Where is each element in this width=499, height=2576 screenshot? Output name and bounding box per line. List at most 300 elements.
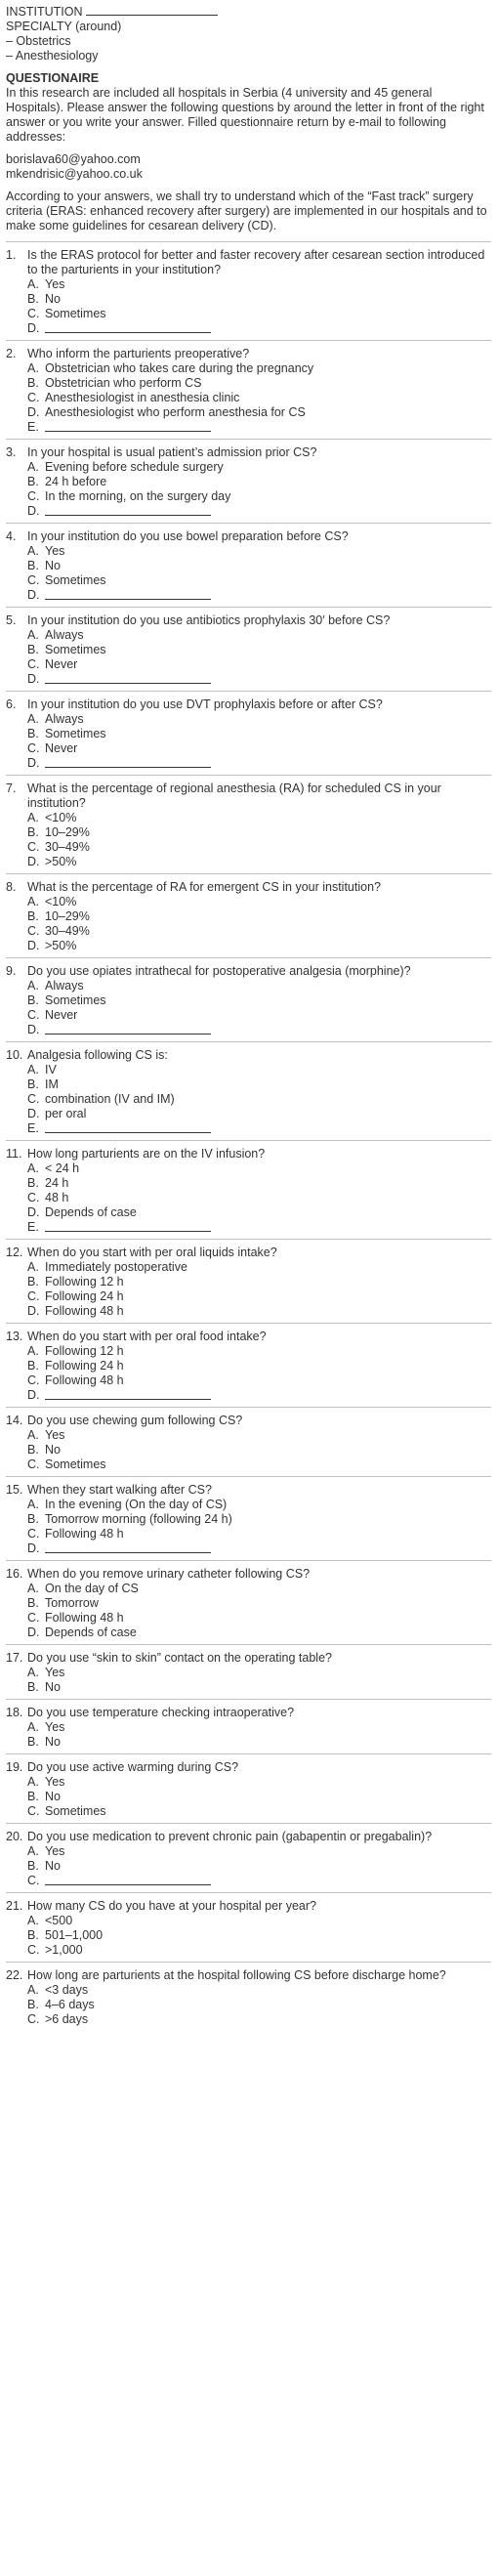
option-letter: C. bbox=[27, 1943, 40, 1957]
option-letter: D. bbox=[27, 405, 40, 419]
answer-option[interactable] bbox=[6, 979, 491, 993]
option-text: 30–49% bbox=[45, 924, 90, 938]
question-number: 16. bbox=[6, 1567, 23, 1581]
answer-option[interactable] bbox=[6, 1220, 491, 1235]
option-letter: D. bbox=[27, 1023, 40, 1036]
write-in-blank[interactable] bbox=[45, 1220, 211, 1232]
answer-option[interactable] bbox=[6, 727, 491, 741]
option-letter: C. bbox=[27, 1092, 40, 1106]
question-text: Do you use chewing gum following CS? bbox=[27, 1414, 243, 1427]
option-letter: A. bbox=[27, 277, 39, 291]
option-text: Depends of case bbox=[45, 1626, 137, 1639]
answer-option[interactable] bbox=[6, 292, 491, 307]
option-letter: D. bbox=[27, 756, 40, 770]
header-block bbox=[6, 4, 491, 63]
answer-option[interactable] bbox=[6, 811, 491, 825]
answer-option[interactable] bbox=[6, 1008, 491, 1023]
answer-option[interactable] bbox=[6, 855, 491, 869]
answer-options bbox=[6, 1720, 491, 1750]
answer-option[interactable] bbox=[6, 588, 491, 603]
option-text: In the morning, on the surgery day bbox=[45, 489, 231, 503]
write-in-blank[interactable] bbox=[45, 756, 211, 768]
option-letter: B. bbox=[27, 1928, 39, 1942]
option-letter: C. bbox=[27, 1373, 40, 1387]
answer-option[interactable] bbox=[6, 1275, 491, 1289]
option-text: Never bbox=[45, 1008, 78, 1022]
option-text: Sometimes bbox=[45, 1804, 106, 1818]
question-number: 2. bbox=[6, 347, 17, 360]
question-section bbox=[6, 957, 491, 1041]
answer-option[interactable] bbox=[6, 1914, 491, 1928]
option-letter: B. bbox=[27, 292, 39, 306]
option-text: In the evening (On the day of CS) bbox=[45, 1498, 228, 1511]
question-section bbox=[6, 1323, 491, 1407]
option-letter: D. bbox=[27, 939, 40, 952]
option-letter: A. bbox=[27, 1720, 39, 1734]
question-section bbox=[6, 1476, 491, 1560]
question-section bbox=[6, 1753, 491, 1823]
answer-option[interactable] bbox=[6, 504, 491, 519]
option-text: No bbox=[45, 1680, 61, 1694]
option-text: Sometimes bbox=[45, 643, 106, 656]
question-section bbox=[6, 1823, 491, 1892]
question-row bbox=[6, 1706, 491, 1720]
answer-option[interactable] bbox=[6, 909, 491, 924]
option-text: Yes bbox=[45, 1720, 65, 1734]
question-text: What is the percentage of RA for emergent CS in your institution? bbox=[27, 880, 381, 894]
question-row bbox=[6, 781, 491, 811]
question-section bbox=[6, 1962, 491, 2031]
question-row bbox=[6, 1246, 491, 1260]
question-number: 18. bbox=[6, 1706, 23, 1719]
option-text: 30–49% bbox=[45, 840, 90, 854]
answer-options bbox=[6, 1063, 491, 1136]
answer-option[interactable] bbox=[6, 1596, 491, 1611]
option-text: Yes bbox=[45, 1428, 65, 1442]
answer-option[interactable] bbox=[6, 1373, 491, 1388]
answer-option[interactable] bbox=[6, 1457, 491, 1472]
option-letter: A. bbox=[27, 979, 39, 992]
answer-option[interactable] bbox=[6, 475, 491, 489]
option-letter: D. bbox=[27, 1304, 40, 1318]
question-text: Analgesia following CS is: bbox=[27, 1048, 168, 1062]
option-letter: A. bbox=[27, 1666, 39, 1679]
answer-option[interactable] bbox=[6, 1720, 491, 1735]
option-letter: A. bbox=[27, 361, 39, 375]
option-text: No bbox=[45, 1859, 61, 1873]
option-text: <10% bbox=[45, 811, 77, 824]
option-letter: B. bbox=[27, 475, 39, 488]
option-letter: B. bbox=[27, 1998, 39, 2011]
answer-options bbox=[6, 979, 491, 1037]
option-text: On the day of CS bbox=[45, 1582, 139, 1595]
question-row bbox=[6, 445, 491, 460]
answer-option[interactable] bbox=[6, 1161, 491, 1176]
option-letter: A. bbox=[27, 1844, 39, 1858]
option-letter: A. bbox=[27, 544, 39, 558]
answer-option[interactable] bbox=[6, 1943, 491, 1958]
question-text: What is the percentage of regional anesthesia (RA) for scheduled CS in your institution? bbox=[27, 781, 441, 810]
answer-option[interactable] bbox=[6, 559, 491, 573]
answer-option[interactable] bbox=[6, 1680, 491, 1695]
option-letter: C. bbox=[27, 1191, 40, 1204]
question-number: 9. bbox=[6, 964, 17, 978]
answer-option[interactable] bbox=[6, 1611, 491, 1626]
question-number: 21. bbox=[6, 1899, 23, 1913]
answer-option[interactable] bbox=[6, 939, 491, 953]
answer-options bbox=[6, 1428, 491, 1472]
option-text: Sometimes bbox=[45, 1457, 106, 1471]
option-letter: D. bbox=[27, 504, 40, 518]
answer-option[interactable] bbox=[6, 741, 491, 756]
option-letter: B. bbox=[27, 1359, 39, 1372]
question-text: How long parturients are on the IV infusion? bbox=[27, 1147, 266, 1161]
option-text: 4–6 days bbox=[45, 1998, 95, 2011]
questions-list bbox=[6, 241, 491, 2031]
answer-option[interactable] bbox=[6, 307, 491, 321]
write-in-blank[interactable] bbox=[45, 420, 211, 432]
option-letter: A. bbox=[27, 628, 39, 642]
option-letter: B. bbox=[27, 1176, 39, 1190]
answer-option[interactable] bbox=[6, 1176, 491, 1191]
answer-option[interactable] bbox=[6, 628, 491, 643]
option-text: Always bbox=[45, 979, 84, 992]
option-letter: C. bbox=[27, 1611, 40, 1625]
option-letter: B. bbox=[27, 727, 39, 740]
option-text: combination (IV and IM) bbox=[45, 1092, 175, 1106]
document-title: QUESTIONAIRE bbox=[6, 71, 100, 85]
question-row bbox=[6, 1760, 491, 1775]
answer-option[interactable] bbox=[6, 1582, 491, 1596]
specialty-label: SPECIALTY (around) bbox=[6, 20, 122, 33]
answer-option[interactable] bbox=[6, 1983, 491, 1998]
option-letter: A. bbox=[27, 1260, 39, 1274]
answer-option[interactable] bbox=[6, 1063, 491, 1077]
answer-option[interactable] bbox=[6, 825, 491, 840]
answer-option[interactable] bbox=[6, 2012, 491, 2027]
answer-option[interactable] bbox=[6, 1666, 491, 1680]
question-text: When they start walking after CS? bbox=[27, 1483, 212, 1497]
answer-options bbox=[6, 712, 491, 771]
answer-option[interactable] bbox=[6, 1735, 491, 1750]
question-text: In your institution do you use antibiotics prophylaxis 30′ before CS? bbox=[27, 613, 391, 627]
answer-option[interactable] bbox=[6, 1121, 491, 1136]
option-letter: B. bbox=[27, 559, 39, 572]
question-section bbox=[6, 873, 491, 957]
option-text: Tomorrow morning (following 24 h) bbox=[45, 1512, 232, 1526]
question-row bbox=[6, 880, 491, 895]
option-text: Immediately postoperative bbox=[45, 1260, 187, 1274]
answer-option[interactable] bbox=[6, 1260, 491, 1275]
option-letter: A. bbox=[27, 1063, 39, 1077]
option-letter: B. bbox=[27, 1512, 39, 1526]
question-text: In your hospital is usual patient’s admission prior CS? bbox=[27, 445, 317, 459]
question-text: Do you use temperature checking intraoperative? bbox=[27, 1706, 295, 1719]
option-letter: B. bbox=[27, 1443, 39, 1457]
question-row bbox=[6, 529, 491, 544]
answer-option[interactable] bbox=[6, 1527, 491, 1541]
question-row bbox=[6, 1483, 491, 1498]
intro-block bbox=[6, 86, 491, 233]
question-number: 20. bbox=[6, 1830, 23, 1843]
option-text: < 24 h bbox=[45, 1161, 80, 1175]
answer-option[interactable] bbox=[6, 1289, 491, 1304]
question-number: 22. bbox=[6, 1968, 23, 1982]
question-section bbox=[6, 241, 491, 340]
answer-option[interactable] bbox=[6, 1344, 491, 1359]
option-text: 10–29% bbox=[45, 825, 90, 839]
question-row bbox=[6, 1968, 491, 1983]
intro-paragraph: In this research are included all hospitals in Serbia (4 university and 45 general Hospitals). Please answer the following questions by around the letter in front of the right answer or you write your answer. Filled questionnaire return by e-mail to following addresses: bbox=[6, 86, 484, 144]
question-number: 4. bbox=[6, 529, 17, 543]
question-section bbox=[6, 1892, 491, 1962]
answer-option[interactable] bbox=[6, 1205, 491, 1220]
answer-option[interactable] bbox=[6, 1443, 491, 1457]
option-text: No bbox=[45, 1443, 61, 1457]
question-number: 11. bbox=[6, 1147, 22, 1161]
answer-option[interactable] bbox=[6, 391, 491, 405]
option-letter: B. bbox=[27, 1596, 39, 1610]
answer-option[interactable] bbox=[6, 460, 491, 475]
question-number: 15. bbox=[6, 1483, 23, 1497]
write-in-blank[interactable] bbox=[45, 1541, 211, 1553]
option-text: IM bbox=[45, 1077, 59, 1091]
option-text: 10–29% bbox=[45, 909, 90, 923]
option-letter: A. bbox=[27, 1498, 39, 1511]
answer-options bbox=[6, 1983, 491, 2027]
option-text: No bbox=[45, 1735, 61, 1749]
question-text: When do you start with per oral food intake? bbox=[27, 1330, 267, 1343]
option-letter: A. bbox=[27, 1344, 39, 1358]
option-letter: C. bbox=[27, 924, 40, 938]
answer-option[interactable] bbox=[6, 1541, 491, 1556]
answer-option[interactable] bbox=[6, 1191, 491, 1205]
question-number: 8. bbox=[6, 880, 17, 894]
answer-option[interactable] bbox=[6, 321, 491, 336]
answer-option[interactable] bbox=[6, 1092, 491, 1107]
option-text: Following 24 h bbox=[45, 1289, 124, 1303]
question-row bbox=[6, 1147, 491, 1161]
question-row bbox=[6, 1567, 491, 1582]
question-section bbox=[6, 439, 491, 523]
answer-option[interactable] bbox=[6, 420, 491, 435]
option-text: 24 h before bbox=[45, 475, 107, 488]
answer-option[interactable] bbox=[6, 489, 491, 504]
option-letter: D. bbox=[27, 1107, 40, 1120]
option-text: Yes bbox=[45, 277, 65, 291]
option-text: IV bbox=[45, 1063, 57, 1077]
answer-options bbox=[6, 460, 491, 519]
option-letter: D. bbox=[27, 1626, 40, 1639]
question-row bbox=[6, 1414, 491, 1428]
answer-option[interactable] bbox=[6, 1804, 491, 1819]
question-row bbox=[6, 1651, 491, 1666]
answer-option[interactable] bbox=[6, 1077, 491, 1092]
answer-option[interactable] bbox=[6, 573, 491, 588]
answer-option[interactable] bbox=[6, 1859, 491, 1874]
question-text: Who inform the parturients preoperative? bbox=[27, 347, 250, 360]
answer-options bbox=[6, 1844, 491, 1888]
question-number: 10. bbox=[6, 1048, 23, 1062]
option-text: No bbox=[45, 559, 61, 572]
answer-options bbox=[6, 1582, 491, 1640]
question-text: When do you start with per oral liquids intake? bbox=[27, 1246, 277, 1259]
answer-option[interactable] bbox=[6, 376, 491, 391]
answer-option[interactable] bbox=[6, 1498, 491, 1512]
question-text: Do you use active warming during CS? bbox=[27, 1760, 239, 1774]
write-in-blank[interactable] bbox=[45, 1121, 211, 1133]
answer-option[interactable] bbox=[6, 895, 491, 909]
question-number: 17. bbox=[6, 1651, 23, 1665]
question-section bbox=[6, 607, 491, 691]
question-text: How long are parturients at the hospital following CS before discharge home? bbox=[27, 1968, 446, 1982]
option-text: >6 days bbox=[45, 2012, 89, 2026]
option-text: >50% bbox=[45, 855, 77, 868]
option-text: Following 48 h bbox=[45, 1527, 124, 1541]
option-letter: D. bbox=[27, 321, 40, 335]
answer-option[interactable] bbox=[6, 756, 491, 771]
option-letter: C. bbox=[27, 1874, 40, 1887]
option-letter: B. bbox=[27, 1859, 39, 1873]
option-text: Always bbox=[45, 712, 84, 726]
answer-options bbox=[6, 277, 491, 336]
answer-option[interactable] bbox=[6, 1107, 491, 1121]
option-letter: B. bbox=[27, 1275, 39, 1288]
answer-option[interactable] bbox=[6, 672, 491, 687]
write-in-blank[interactable] bbox=[45, 1388, 211, 1400]
answer-options bbox=[6, 1161, 491, 1235]
question-section bbox=[6, 1644, 491, 1699]
option-letter: D. bbox=[27, 1541, 40, 1555]
option-text: Following 48 h bbox=[45, 1304, 124, 1318]
answer-option[interactable] bbox=[6, 1428, 491, 1443]
answer-option[interactable] bbox=[6, 1775, 491, 1790]
answer-options bbox=[6, 1914, 491, 1958]
answer-option[interactable] bbox=[6, 657, 491, 672]
answer-options bbox=[6, 628, 491, 687]
intro-paragraph-2: According to your answers, we shall try to understand which of the “Fast track” surgery criteria (ERAS: enhanced recovery after surgery) are implemented in our hospitals and to make some guidelines for cesarean delivery (CD). bbox=[6, 190, 487, 232]
question-row bbox=[6, 1899, 491, 1914]
answer-option[interactable] bbox=[6, 277, 491, 292]
option-text: Sometimes bbox=[45, 307, 106, 320]
answer-option[interactable] bbox=[6, 643, 491, 657]
option-letter: A. bbox=[27, 460, 39, 474]
answer-option[interactable] bbox=[6, 924, 491, 939]
option-text: No bbox=[45, 1790, 61, 1803]
option-letter: A. bbox=[27, 1775, 39, 1789]
question-section bbox=[6, 523, 491, 607]
option-text: No bbox=[45, 292, 61, 306]
write-in-blank[interactable] bbox=[45, 1874, 211, 1885]
option-letter: E. bbox=[27, 420, 39, 434]
question-text: Do you use opiates intrathecal for postoperative analgesia (morphine)? bbox=[27, 964, 411, 978]
answer-option[interactable] bbox=[6, 1512, 491, 1527]
question-text: In your institution do you use bowel preparation before CS? bbox=[27, 529, 349, 543]
answer-options bbox=[6, 1775, 491, 1819]
option-text: Tomorrow bbox=[45, 1596, 99, 1610]
answer-option[interactable] bbox=[6, 993, 491, 1008]
option-text: 24 h bbox=[45, 1176, 69, 1190]
option-letter: D. bbox=[27, 1205, 40, 1219]
option-letter: D. bbox=[27, 855, 40, 868]
write-in-blank[interactable] bbox=[45, 588, 211, 600]
answer-options bbox=[6, 811, 491, 869]
answer-options bbox=[6, 895, 491, 953]
option-text: Sometimes bbox=[45, 993, 106, 1007]
option-text: Yes bbox=[45, 544, 65, 558]
answer-option[interactable] bbox=[6, 1790, 491, 1804]
option-text: Following 12 h bbox=[45, 1344, 124, 1358]
option-text: 501–1,000 bbox=[45, 1928, 104, 1942]
option-text: Never bbox=[45, 657, 78, 671]
answer-option[interactable] bbox=[6, 1388, 491, 1403]
option-letter: C. bbox=[27, 1804, 40, 1818]
question-number: 13. bbox=[6, 1330, 23, 1343]
write-in-blank[interactable] bbox=[45, 504, 211, 516]
answer-option[interactable] bbox=[6, 712, 491, 727]
option-text: per oral bbox=[45, 1107, 87, 1120]
answer-option[interactable] bbox=[6, 544, 491, 559]
answer-option[interactable] bbox=[6, 1844, 491, 1859]
answer-option[interactable] bbox=[6, 1359, 491, 1373]
answer-option[interactable] bbox=[6, 1874, 491, 1888]
option-text: Obstetrician who perform CS bbox=[45, 376, 202, 390]
answer-option[interactable] bbox=[6, 1998, 491, 2012]
question-row bbox=[6, 613, 491, 628]
specialty-obstetrics: – Obstetrics bbox=[6, 34, 71, 48]
question-number: 19. bbox=[6, 1760, 23, 1774]
option-letter: C. bbox=[27, 657, 40, 671]
option-letter: B. bbox=[27, 1735, 39, 1749]
question-section bbox=[6, 1560, 491, 1644]
question-text: Is the ERAS protocol for better and faster recovery after cesarean section introduced to the parturients in your institution? bbox=[27, 248, 485, 276]
write-in-blank[interactable] bbox=[45, 1023, 211, 1035]
option-text: <10% bbox=[45, 895, 77, 908]
specialty-anesthesiology: – Anesthesiology bbox=[6, 49, 99, 63]
option-text: <500 bbox=[45, 1914, 73, 1927]
question-text: Do you use “skin to skin” contact on the operating table? bbox=[27, 1651, 332, 1665]
option-letter: D. bbox=[27, 588, 40, 602]
question-number: 7. bbox=[6, 781, 17, 795]
answer-option[interactable] bbox=[6, 405, 491, 420]
answer-option[interactable] bbox=[6, 840, 491, 855]
option-text: Following 48 h bbox=[45, 1611, 124, 1625]
option-letter: B. bbox=[27, 1790, 39, 1803]
answer-option[interactable] bbox=[6, 1928, 491, 1943]
option-letter: A. bbox=[27, 1983, 39, 1997]
option-letter: C. bbox=[27, 573, 40, 587]
question-section bbox=[6, 1140, 491, 1239]
option-letter: C. bbox=[27, 840, 40, 854]
answer-option[interactable] bbox=[6, 1626, 491, 1640]
answer-options bbox=[6, 1666, 491, 1695]
option-letter: D. bbox=[27, 672, 40, 686]
option-letter: C. bbox=[27, 307, 40, 320]
option-text: Anesthesiologist in anesthesia clinic bbox=[45, 391, 240, 404]
answer-option[interactable] bbox=[6, 1304, 491, 1319]
answer-option[interactable] bbox=[6, 361, 491, 376]
institution-line bbox=[6, 4, 491, 20]
question-number: 14. bbox=[6, 1414, 23, 1427]
write-in-blank[interactable] bbox=[45, 672, 211, 684]
question-number: 1. bbox=[6, 248, 17, 262]
question-section bbox=[6, 1239, 491, 1323]
email-address: mkendrisic@yahoo.co.uk bbox=[6, 167, 143, 181]
option-letter: C. bbox=[27, 391, 40, 404]
answer-option[interactable] bbox=[6, 1023, 491, 1037]
option-letter: B. bbox=[27, 643, 39, 656]
write-in-blank[interactable] bbox=[45, 321, 211, 333]
